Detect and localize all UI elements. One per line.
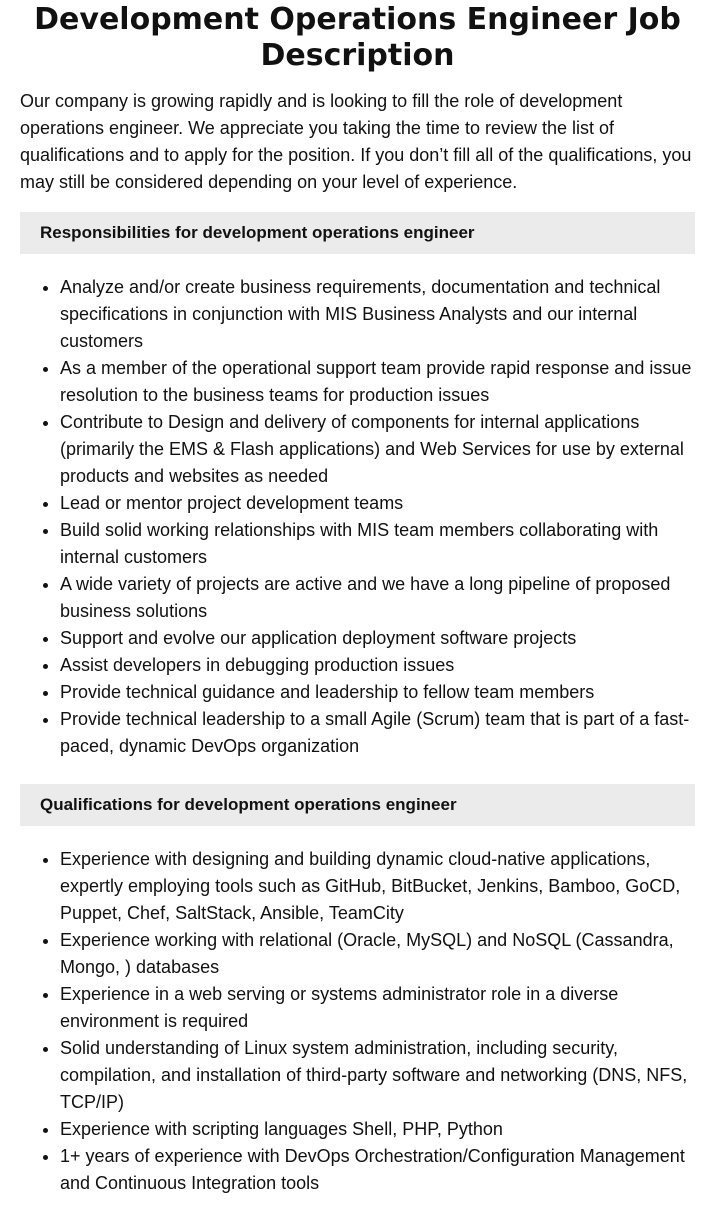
list-item: • Provide technical leadership to a small Agile (Scrum) team that is part of a fast-paced, dynamic DevOps organization bbox=[60, 706, 695, 760]
intro-paragraph: Our company is growing rapidly and is looking to fill the role of development operations engineer. We appreciate you taking the time to review the list of qualifications and to apply for the position. If you don’t fill all of the qualifications, you may still be considered depending on your level of experience. bbox=[20, 91, 692, 192]
list-item: • Contribute to Design and delivery of components for internal applications (primarily the EMS & Flash applications) and Web Services for use by external products and websites as needed bbox=[60, 409, 695, 490]
list-item: • Analyze and/or create business requirements, documentation and technical specifications in conjunction with MIS Business Analysts and our internal customers bbox=[60, 274, 695, 355]
list-item: • Lead or mentor project development teams bbox=[60, 490, 695, 517]
list-item: • Solid understanding of Linux system administration, including security, compilation, and installation of third-party software and networking (DNS, NFS, TCP/IP) bbox=[60, 1035, 695, 1116]
page-title: Development Operations Engineer Job Description bbox=[34, 2, 681, 73]
list-item: • Experience with designing and building dynamic cloud-native applications, expertly employing tools such as GitHub, BitBucket, Jenkins, Bamboo, GoCD, Puppet, Chef, SaltStack, Ansible, TeamCity bbox=[60, 846, 695, 927]
list-item: • Experience working with relational (Oracle, MySQL) and NoSQL (Cassandra, Mongo, ) databases bbox=[60, 927, 695, 981]
list-item: • As a member of the operational support team provide rapid response and issue resolution to the business teams for production issues bbox=[60, 355, 695, 409]
responsibilities-list bbox=[20, 274, 695, 760]
list-item: • Assist developers in debugging production issues bbox=[60, 652, 695, 679]
qualifications-heading: Qualifications for development operations engineer bbox=[20, 784, 695, 826]
list-item: • Build solid working relationships with MIS team members collaborating with internal customers bbox=[60, 517, 695, 571]
list-item: • Experience with scripting languages Shell, PHP, Python bbox=[60, 1116, 695, 1143]
list-item: • A wide variety of projects are active and we have a long pipeline of proposed business solutions bbox=[60, 571, 695, 625]
responsibilities-heading: Responsibilities for development operations engineer bbox=[20, 212, 695, 254]
list-item: • Experience in a web serving or systems administrator role in a diverse environment is required bbox=[60, 981, 695, 1035]
qualifications-list bbox=[20, 846, 695, 1197]
list-item: • 1+ years of experience with DevOps Orchestration/Configuration Management and Continuous Integration tools bbox=[60, 1143, 695, 1197]
list-item: • Support and evolve our application deployment software projects bbox=[60, 625, 695, 652]
job-description-page bbox=[20, 0, 695, 1197]
list-item: • Provide technical guidance and leadership to fellow team members bbox=[60, 679, 695, 706]
